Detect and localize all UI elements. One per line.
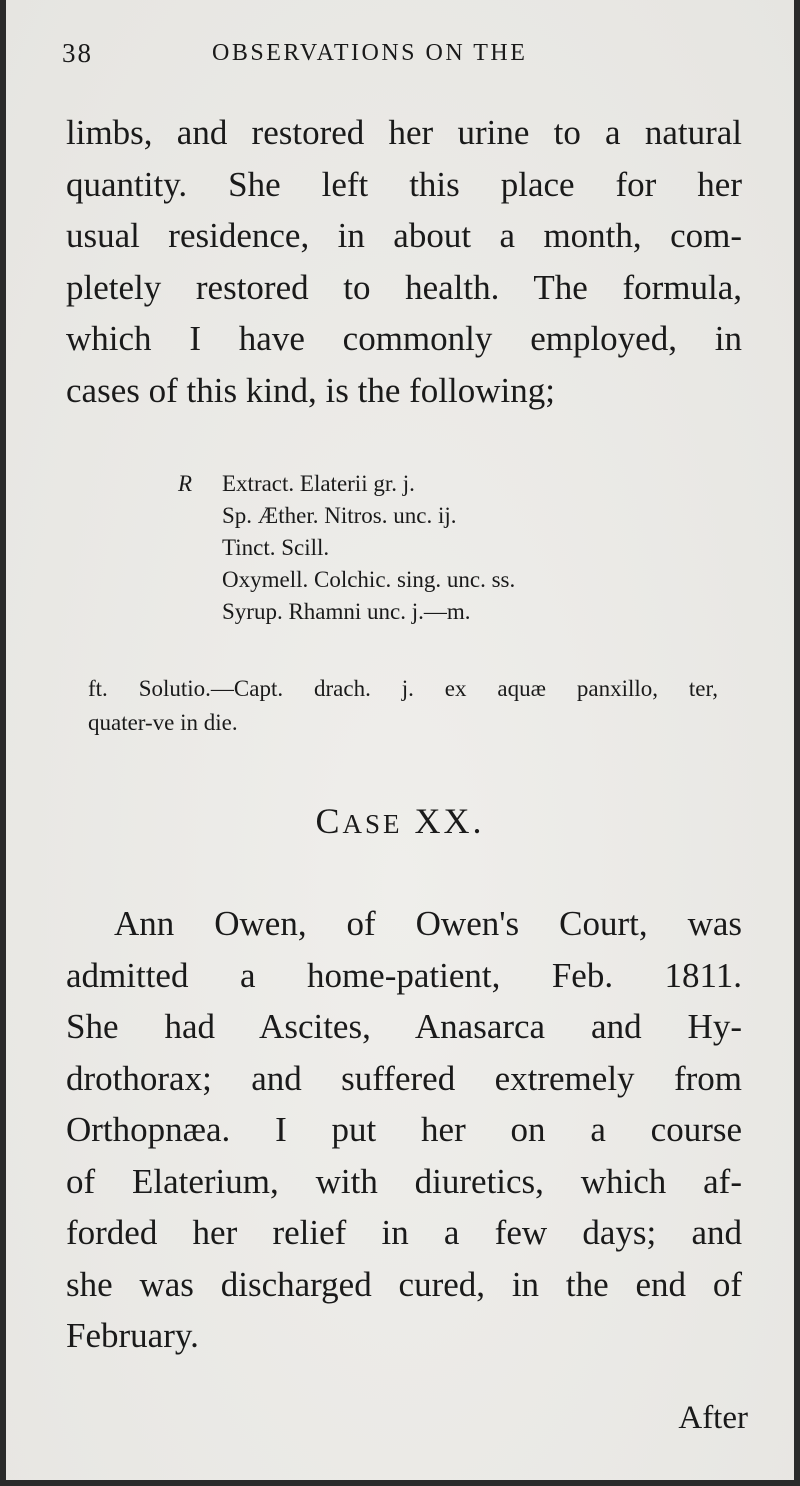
case-heading bbox=[6, 800, 794, 842]
text-line: Ann Owen, of Owen's Court, was bbox=[114, 904, 742, 943]
text-line: she was discharged cured, in the end of bbox=[66, 1264, 742, 1304]
text-line: of Elaterium, with diuretics, which af- bbox=[66, 1161, 742, 1201]
prescription-row bbox=[178, 532, 515, 564]
text-line: usual residence, in about a month, com- bbox=[66, 216, 742, 255]
text-line: limbs, and restored her urine to a natural bbox=[66, 113, 742, 152]
text-line: February. bbox=[66, 1316, 199, 1355]
text-line: which I have commonly employed, in bbox=[66, 319, 742, 358]
prescription-item: Syrup. Rhamni unc. j.—m. bbox=[222, 599, 471, 624]
prescription-row bbox=[178, 468, 515, 500]
text-line: pletely restored to health. The formula, bbox=[66, 267, 742, 307]
recipe-symbol: R bbox=[178, 471, 193, 496]
case-number: XX. bbox=[414, 801, 485, 841]
prescription-formula bbox=[178, 468, 515, 628]
page-number: 38 bbox=[62, 38, 93, 68]
text-line: Orthopnæa. I put her on a course bbox=[66, 1110, 742, 1149]
prescription-item: Oxymell. Colchic. sing. unc. ss. bbox=[222, 567, 516, 592]
prescription-item: Extract. Elaterii gr. j. bbox=[222, 471, 415, 496]
text-line: She had Ascites, Anasarca and Hy- bbox=[66, 1007, 742, 1046]
text-line: drothorax; and suffered extremely from bbox=[66, 1058, 742, 1098]
text-line: ft. Solutio.—Capt. drach. j. ex aquæ panxillo, ter, bbox=[88, 676, 718, 701]
prescription-row bbox=[178, 596, 515, 628]
running-head: OBSERVATIONS ON THE bbox=[212, 40, 528, 66]
prescription-item: Sp. Æther. Nitros. unc. ij. bbox=[222, 503, 457, 528]
text-line: admitted a home-patient, Feb. 1811. bbox=[66, 955, 742, 995]
prescription-item: Tinct. Scill. bbox=[222, 535, 330, 560]
book-page bbox=[6, 0, 794, 1480]
prescription-row bbox=[178, 500, 515, 532]
prescription-row bbox=[178, 564, 515, 596]
text-line: quater-ve in die. bbox=[88, 710, 238, 735]
prescription-directions bbox=[88, 672, 718, 740]
paragraph-continuation bbox=[66, 107, 742, 416]
catchword: After bbox=[678, 1400, 748, 1436]
case-heading-word: ASE bbox=[342, 809, 403, 839]
text-line: forded her relief in a few days; and bbox=[66, 1213, 742, 1252]
case-heading-initial: C bbox=[315, 801, 343, 841]
text-line: quantity. She left this place for her bbox=[66, 164, 742, 204]
paragraph-case-xx bbox=[66, 898, 742, 1362]
text-line: cases of this kind, is the following; bbox=[66, 370, 555, 410]
